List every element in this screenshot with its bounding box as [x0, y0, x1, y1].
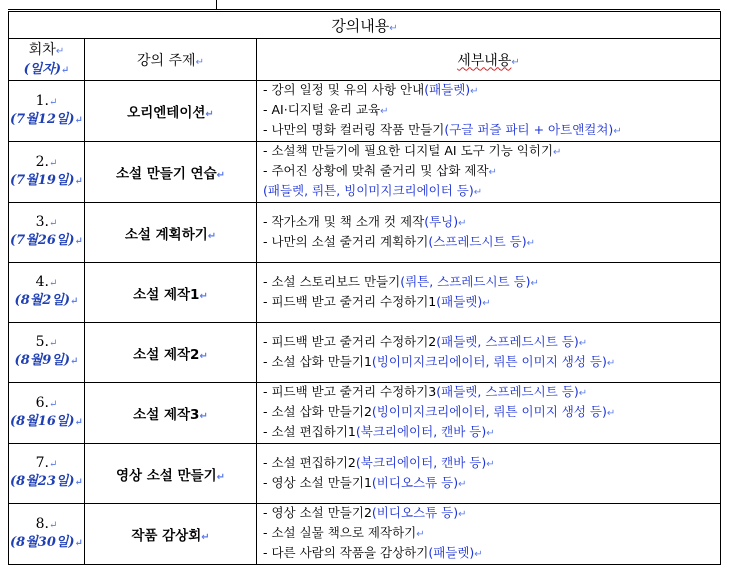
detail-text: - 다른 사람의 작품을 감상하기	[263, 545, 429, 560]
detail-item	[263, 142, 720, 162]
topic-label: 작품 감상회	[131, 528, 202, 544]
paragraph-mark-icon: ↵	[70, 296, 79, 307]
details-cell	[257, 81, 721, 142]
table-row	[9, 142, 721, 203]
paragraph-mark-icon: ↵	[530, 277, 539, 289]
header-session: 회차	[28, 41, 56, 58]
paragraph-mark-icon: ↵	[380, 106, 389, 117]
paragraph-mark-icon: ↵	[416, 529, 425, 540]
detail-text: - 소설 삽화 만들기2	[263, 404, 372, 419]
header-session-sub: (일자)	[23, 61, 62, 77]
table-title-row	[9, 12, 721, 39]
detail-text: - 영상 소설 만들기2	[263, 505, 372, 520]
header-details: 세부내용	[457, 52, 512, 69]
detail-tools: (비디오스튜 등)	[371, 505, 459, 520]
paragraph-mark-icon: ↵	[70, 356, 79, 367]
paragraph-mark-icon: ↵	[48, 338, 58, 349]
table-row	[9, 323, 721, 383]
session-cell	[9, 504, 85, 565]
paragraph-mark-icon: ↵	[74, 537, 83, 549]
paragraph-mark-icon: ↵	[389, 22, 398, 34]
detail-item	[263, 101, 720, 121]
detail-tools: (스프레드시트 등)	[428, 233, 527, 249]
session-cell	[9, 81, 85, 142]
paragraph-mark-icon: ↵	[195, 56, 204, 68]
details-cell	[257, 444, 721, 504]
header-topic-cell	[85, 39, 257, 81]
paragraph-mark-icon: ↵	[199, 411, 208, 422]
paragraph-mark-icon: ↵	[48, 398, 58, 410]
paragraph-mark-icon: ↵	[458, 509, 467, 520]
header-topic: 강의 주제	[137, 52, 196, 69]
paragraph-mark-icon: ↵	[74, 477, 83, 488]
session-cell	[9, 203, 85, 263]
topic-cell	[85, 323, 257, 383]
topic-cell	[85, 203, 257, 263]
detail-item	[263, 474, 720, 494]
paragraph-mark-icon: ↵	[48, 96, 58, 108]
detail-item	[263, 524, 720, 544]
paragraph-mark-icon: ↵	[61, 64, 70, 76]
topic-cell	[85, 142, 257, 203]
detail-item	[263, 182, 720, 202]
topic-label: 오리엔테이션	[127, 105, 206, 121]
topic-label: 소설 계획하기	[124, 226, 208, 243]
paragraph-mark-icon: ↵	[205, 109, 214, 120]
topic-cell	[85, 504, 257, 565]
detail-tools: (빙이미지크리에이터, 뤼튼 이미지 생성 등)	[371, 353, 607, 369]
detail-item	[263, 233, 720, 253]
table-row	[9, 81, 721, 142]
detail-item	[263, 403, 720, 423]
session-date: (8월16일)	[10, 413, 75, 429]
detail-text: - 피드백 받고 줄거리 수정하기3	[263, 384, 437, 399]
session-cell	[9, 142, 85, 203]
details-cell	[257, 142, 721, 203]
detail-tools: (패들렛, 뤼튼, 빙이미지크리에이터 등)	[263, 183, 474, 198]
paragraph-mark-icon: ↵	[486, 428, 495, 439]
details-cell	[257, 323, 721, 383]
previous-table-edge	[8, 0, 720, 10]
detail-text: - 소설 편집하기1	[263, 424, 356, 439]
detail-tools: (북크리에이터, 캔바 등)	[355, 454, 487, 470]
paragraph-mark-icon: ↵	[486, 458, 495, 470]
topic-cell	[85, 81, 257, 142]
detail-item	[263, 454, 720, 474]
detail-text: - 주어진 상황에 맞춰 줄거리 및 삽화 제작	[263, 163, 489, 178]
detail-item	[263, 81, 720, 101]
detail-tools: (패들렛)	[436, 293, 483, 309]
detail-text: - 나만의 명화 컬러링 작품 만들기	[263, 122, 445, 137]
detail-tools: (패들렛, 스프레드시트 등)	[436, 384, 579, 399]
paragraph-mark-icon: ↵	[606, 408, 616, 419]
detail-tools: (뤼튼, 스프레드시트 등)	[400, 273, 531, 289]
detail-tools: (패들렛)	[424, 82, 471, 97]
paragraph-mark-icon: ↵	[482, 297, 491, 309]
paragraph-mark-icon: ↵	[474, 549, 483, 560]
details-cell	[257, 203, 721, 263]
detail-text: - 피드백 받고 줄거리 수정하기1	[263, 293, 437, 309]
session-number: 7.	[35, 455, 49, 471]
paragraph-mark-icon: ↵	[207, 230, 217, 242]
paragraph-mark-icon: ↵	[48, 278, 58, 289]
session-number: 6.	[35, 394, 49, 411]
paragraph-mark-icon: ↵	[578, 337, 588, 349]
table-row	[9, 504, 721, 565]
detail-tools: (빙이미지크리에이터, 뤼튼 이미지 생성 등)	[371, 404, 607, 419]
paragraph-mark-icon: ↵	[74, 114, 83, 126]
session-cell	[9, 263, 85, 323]
detail-item	[263, 121, 720, 141]
paragraph-mark-icon: ↵	[216, 471, 226, 483]
session-cell	[9, 444, 85, 504]
session-date: (7월19일)	[10, 172, 75, 188]
paragraph-mark-icon: ↵	[473, 187, 483, 198]
detail-item	[263, 333, 720, 353]
paragraph-mark-icon: ↵	[201, 532, 210, 543]
detail-tools: (패들렛)	[428, 545, 475, 560]
detail-text: - 작가소개 및 책 소개 컷 제작	[263, 213, 425, 229]
paragraph-mark-icon: ↵	[48, 157, 58, 169]
paragraph-mark-icon: ↵	[74, 236, 83, 247]
table-row	[9, 383, 721, 444]
paragraph-mark-icon: ↵	[613, 126, 622, 137]
paragraph-mark-icon: ↵	[488, 167, 497, 178]
detail-text: - AI·디지털 윤리 교육	[263, 102, 381, 117]
paragraph-mark-icon: ↵	[458, 217, 467, 229]
paragraph-mark-icon: ↵	[48, 459, 58, 470]
table-row	[9, 203, 721, 263]
detail-tools: (투닝)	[424, 213, 459, 229]
session-date: (8월30일)	[10, 534, 75, 550]
session-cell	[9, 323, 85, 383]
paragraph-mark-icon: ↵	[606, 357, 616, 369]
detail-item	[263, 353, 720, 373]
paragraph-mark-icon: ↵	[74, 416, 83, 428]
topic-cell	[85, 263, 257, 323]
topic-label: 소설 제작2	[133, 346, 200, 363]
session-date: (7월26일)	[10, 233, 75, 248]
detail-text: - 강의 일정 및 유의 사항 안내	[263, 82, 425, 97]
detail-tools: (패들렛, 스프레드시트 등)	[436, 333, 579, 349]
paragraph-mark-icon: ↵	[74, 175, 83, 187]
topic-cell	[85, 444, 257, 504]
session-number: 5.	[35, 334, 49, 350]
detail-tools: (비디오스튜 등)	[371, 474, 459, 490]
topic-label: 소설 만들기 연습	[115, 166, 217, 182]
topic-cell	[85, 383, 257, 444]
detail-text: - 소설 편집하기2	[263, 454, 356, 470]
table-title-cell	[9, 12, 721, 39]
detail-item	[263, 162, 720, 182]
detail-tools: (구글 퍼즐 파티 + 아트앤컬쳐)	[444, 122, 614, 137]
session-number: 3.	[35, 214, 49, 230]
detail-item	[263, 504, 720, 524]
detail-text: - 나만의 소설 줄거리 계획하기	[263, 233, 429, 249]
table-title: 강의내용	[331, 16, 390, 35]
detail-item	[263, 213, 720, 233]
detail-item	[263, 544, 720, 564]
detail-text: - 소설 실물 책으로 제작하기	[263, 525, 417, 540]
header-row	[9, 39, 721, 81]
details-cell	[257, 383, 721, 444]
detail-text: - 영상 소설 만들기1	[263, 474, 372, 490]
session-cell	[9, 383, 85, 444]
session-date: (7월12일)	[10, 111, 75, 127]
detail-item	[263, 383, 720, 403]
detail-item	[263, 273, 720, 293]
detail-text: - 소설 스토리보드 만들기	[263, 273, 401, 289]
table-row	[9, 263, 721, 323]
detail-text: - 소설 삽화 만들기1	[263, 353, 372, 369]
session-number: 2.	[35, 153, 49, 170]
header-session-cell	[9, 39, 85, 81]
paragraph-mark-icon: ↵	[526, 237, 535, 249]
table-row	[9, 444, 721, 504]
paragraph-mark-icon: ↵	[216, 170, 226, 181]
detail-tools: (북크리에이터, 캔바 등)	[355, 424, 487, 439]
detail-item	[263, 293, 720, 313]
topic-label: 소설 제작3	[133, 407, 200, 423]
paragraph-mark-icon: ↵	[199, 350, 208, 362]
previous-table-divider	[216, 0, 217, 9]
paragraph-mark-icon: ↵	[553, 147, 562, 158]
course-schedule-table	[8, 11, 721, 565]
session-number: 8.	[35, 515, 49, 532]
paragraph-mark-icon: ↵	[470, 86, 479, 97]
paragraph-mark-icon: ↵	[578, 388, 588, 399]
session-date: (8월23일)	[10, 474, 75, 489]
detail-item	[263, 423, 720, 443]
detail-text: - 소설책 만들기에 필요한 디지털 AI 도구 기능 익히기	[263, 143, 554, 158]
paragraph-mark-icon: ↵	[511, 56, 520, 68]
paragraph-mark-icon: ↵	[55, 45, 65, 57]
paragraph-mark-icon: ↵	[458, 478, 467, 490]
details-cell	[257, 263, 721, 323]
paragraph-mark-icon: ↵	[199, 290, 208, 302]
session-number: 4.	[35, 274, 49, 290]
header-details-cell	[257, 39, 721, 81]
session-number: 1.	[35, 92, 49, 109]
topic-label: 영상 소설 만들기	[115, 467, 217, 484]
paragraph-mark-icon: ↵	[48, 218, 58, 229]
session-date: (8월9일)	[14, 353, 71, 368]
detail-text: - 피드백 받고 줄거리 수정하기2	[263, 333, 437, 349]
details-cell	[257, 504, 721, 565]
topic-label: 소설 제작1	[133, 286, 200, 303]
paragraph-mark-icon: ↵	[48, 519, 58, 531]
session-date: (8월2일)	[14, 293, 71, 308]
